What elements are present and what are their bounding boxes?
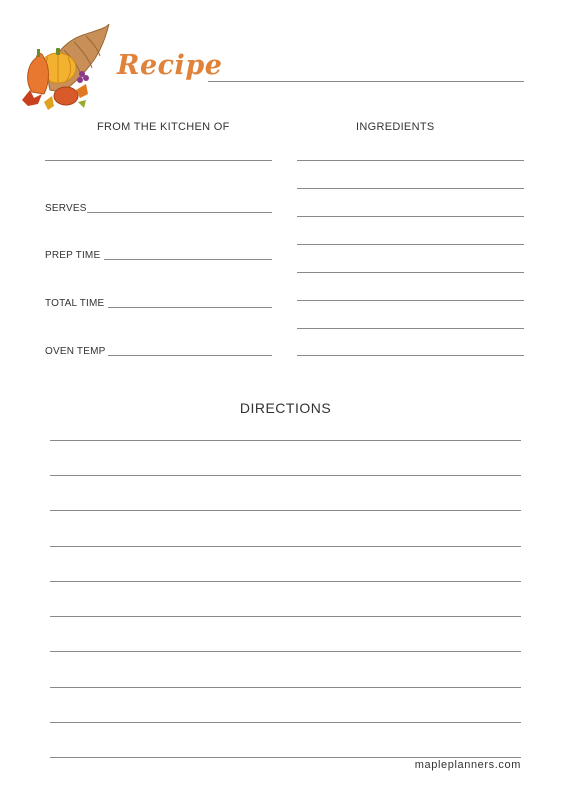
- direction-line[interactable]: [50, 581, 521, 582]
- ingredient-line[interactable]: [297, 188, 524, 189]
- direction-line[interactable]: [50, 722, 521, 723]
- direction-line[interactable]: [50, 546, 521, 547]
- ingredient-line[interactable]: [297, 244, 524, 245]
- prep-time-field[interactable]: [104, 245, 272, 260]
- page-title: Recipe: [117, 50, 223, 81]
- ingredient-line[interactable]: [297, 328, 524, 329]
- kitchen-of-field[interactable]: [45, 146, 272, 161]
- direction-line[interactable]: [50, 757, 521, 758]
- ingredient-line[interactable]: [297, 300, 524, 301]
- serves-field[interactable]: [87, 198, 272, 213]
- recipe-name-field[interactable]: [208, 67, 524, 82]
- directions-heading: DIRECTIONS: [239, 400, 332, 416]
- ingredient-line[interactable]: [297, 272, 524, 273]
- prep-time-label: PREP TIME: [45, 250, 101, 261]
- serves-label: SERVES: [45, 203, 87, 214]
- ingredients-heading: INGREDIENTS: [356, 121, 435, 133]
- cornucopia-icon: [14, 20, 110, 114]
- direction-line[interactable]: [50, 687, 521, 688]
- kitchen-of-heading: FROM THE KITCHEN OF: [97, 121, 230, 133]
- total-time-field[interactable]: [108, 293, 272, 308]
- oven-temp-field[interactable]: [108, 341, 272, 356]
- ingredient-line[interactable]: [297, 216, 524, 217]
- ingredient-line[interactable]: [297, 355, 524, 356]
- total-time-label: TOTAL TIME: [45, 298, 105, 309]
- direction-line[interactable]: [50, 510, 521, 511]
- oven-temp-label: OVEN TEMP: [45, 346, 106, 357]
- ingredient-line[interactable]: [297, 160, 524, 161]
- direction-line[interactable]: [50, 475, 521, 476]
- footer-website: mapleplanners.com: [414, 759, 521, 771]
- direction-line[interactable]: [50, 440, 521, 441]
- direction-line[interactable]: [50, 651, 521, 652]
- direction-line[interactable]: [50, 616, 521, 617]
